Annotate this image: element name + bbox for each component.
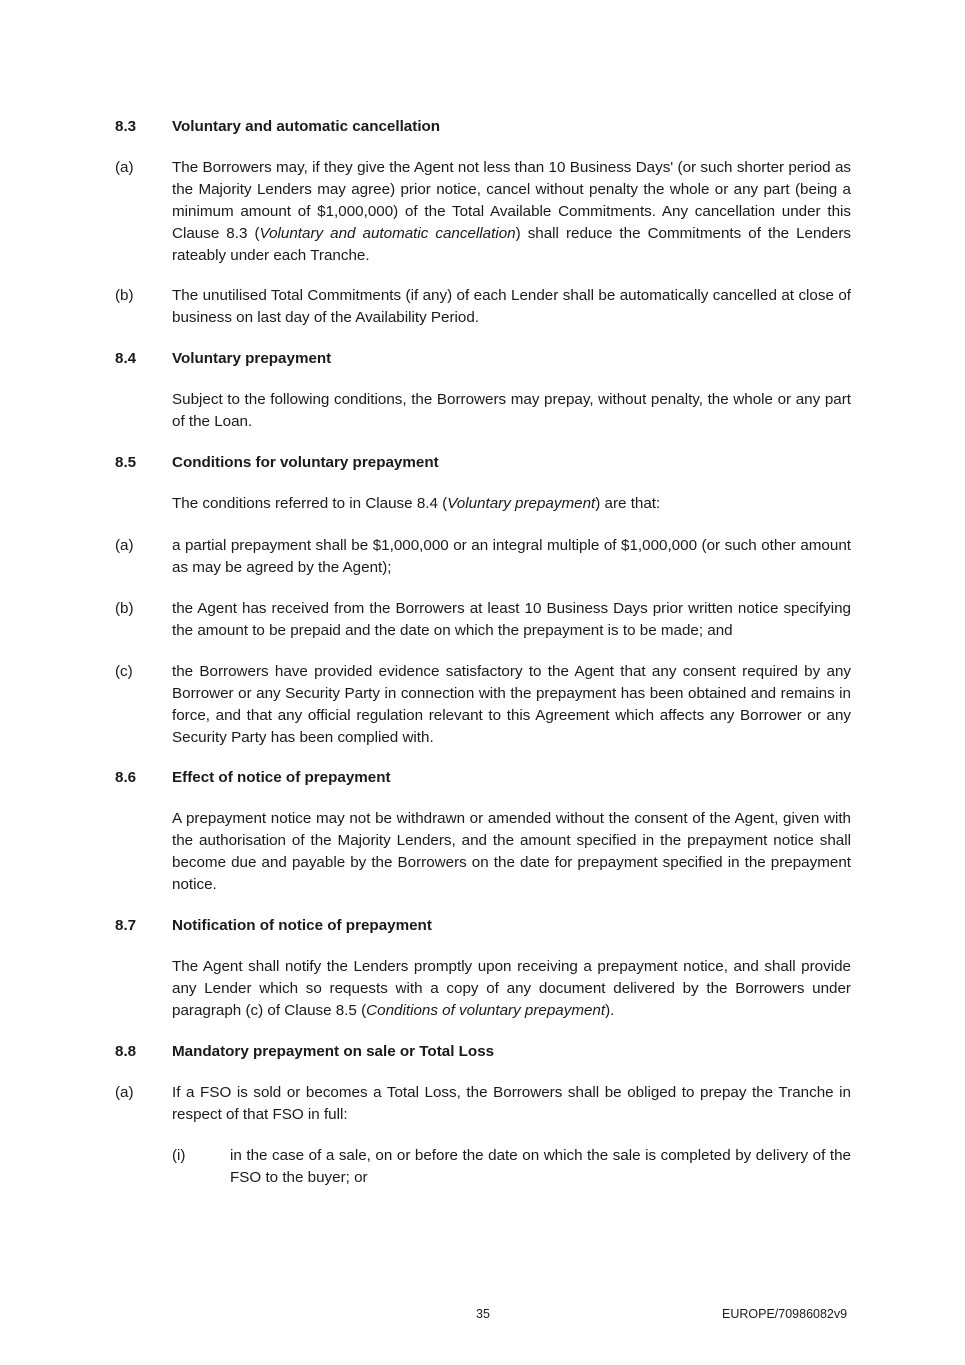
clause-label: (a) — [115, 537, 134, 554]
section-number: 8.5 — [115, 454, 137, 471]
clause-paragraph: a partial prepayment shall be $1,000,000 or an integral multiple of $1,000,000 (or such other amount as may be agreed by the Agent); — [172, 537, 851, 576]
clause-reference: Voluntary and automatic cancellation — [259, 225, 516, 242]
clause-paragraph — [172, 157, 851, 267]
section-paragraph: A prepayment notice may not be withdrawn or amended without the consent of the Agent, given with the authorisation of the Majority Lenders, and the amount specified in the prepayment notice shall become due and payable by the Borrowers on the date for prepayment specified in the prepayment notice. — [172, 810, 851, 893]
clause-label: (c) — [115, 663, 133, 680]
section-number: 8.7 — [115, 917, 137, 934]
page-number: 35 — [476, 1307, 490, 1321]
paragraph-text: The Agent shall notify the Lenders promptly upon receiving a prepayment notice, and shall provide any Lender which so requests with a copy of any document delivered by the Borrowers under paragraph (c) of Clause 8.5 ( — [172, 958, 851, 1019]
subclause-paragraph: in the case of a sale, on or before the date on which the sale is completed by delivery of the FSO to the buyer; or — [230, 1147, 851, 1186]
clause-label: (b) — [115, 287, 134, 304]
clause-paragraph: the Agent has received from the Borrowers at least 10 Business Days prior written notice specifying the amount to be prepaid and the date on which the prepayment is to be made; and — [172, 600, 851, 639]
document-reference: EUROPE/70986082v9 — [722, 1307, 848, 1321]
clause-paragraph: If a FSO is sold or becomes a Total Loss, the Borrowers shall be obliged to prepay the Tranche in respect of that FSO in full: — [172, 1084, 851, 1123]
clause-label: (a) — [115, 1084, 134, 1101]
clause-paragraph: the Borrowers have provided evidence satisfactory to the Agent that any consent required by any Borrower or any Security Party in connection with the prepayment has been obtained and remains in force, and that any official regulation relevant to this Agreement which affects any Borrower or any Security Party has been complied with. — [172, 663, 851, 746]
clause-reference: Voluntary prepayment — [447, 495, 596, 512]
section-title: Mandatory prepayment on sale or Total Loss — [172, 1043, 495, 1060]
section-number: 8.6 — [115, 769, 137, 786]
clause-label: (a) — [115, 159, 134, 176]
section-number: 8.3 — [115, 118, 137, 135]
section-number: 8.4 — [115, 350, 137, 367]
clause-label: (b) — [115, 600, 134, 617]
paragraph-text: ) are that: — [595, 495, 661, 512]
section-paragraph — [172, 956, 851, 1022]
section-title: Voluntary prepayment — [172, 350, 332, 367]
section-title: Notification of notice of prepayment — [172, 917, 432, 934]
paragraph-text: The conditions referred to in Clause 8.4 ( — [172, 495, 448, 512]
section-intro — [172, 493, 851, 515]
section-number: 8.8 — [115, 1043, 137, 1060]
section-title: Conditions for voluntary prepayment — [172, 454, 439, 471]
paragraph-text: The Borrowers may, if they give the Agent not less than 10 Business Days' (or such shorter period as the Majority Lenders may agree) prior notice, cancel without penalty the whole or any part (being a minimum amount of $1,000,000) of the Total Available Commitments. Any cancellation under this Clause 8.3 ( — [172, 159, 851, 242]
section-title: Effect of notice of prepayment — [172, 769, 391, 786]
paragraph-text: ). — [605, 1002, 615, 1019]
paragraph-text: ) shall reduce the Commitments of the Lenders rateably under each Tranche. — [172, 225, 851, 264]
section-title: Voluntary and automatic cancellation — [172, 118, 441, 135]
section-paragraph: Subject to the following conditions, the Borrowers may prepay, without penalty, the whole or any part of the Loan. — [172, 391, 851, 430]
subclause-label: (i) — [172, 1147, 186, 1164]
clause-paragraph: The unutilised Total Commitments (if any) of each Lender shall be automatically cancelled at close of business on last day of the Availability Period. — [172, 287, 851, 326]
clause-reference: Conditions of voluntary prepayment — [366, 1002, 606, 1019]
